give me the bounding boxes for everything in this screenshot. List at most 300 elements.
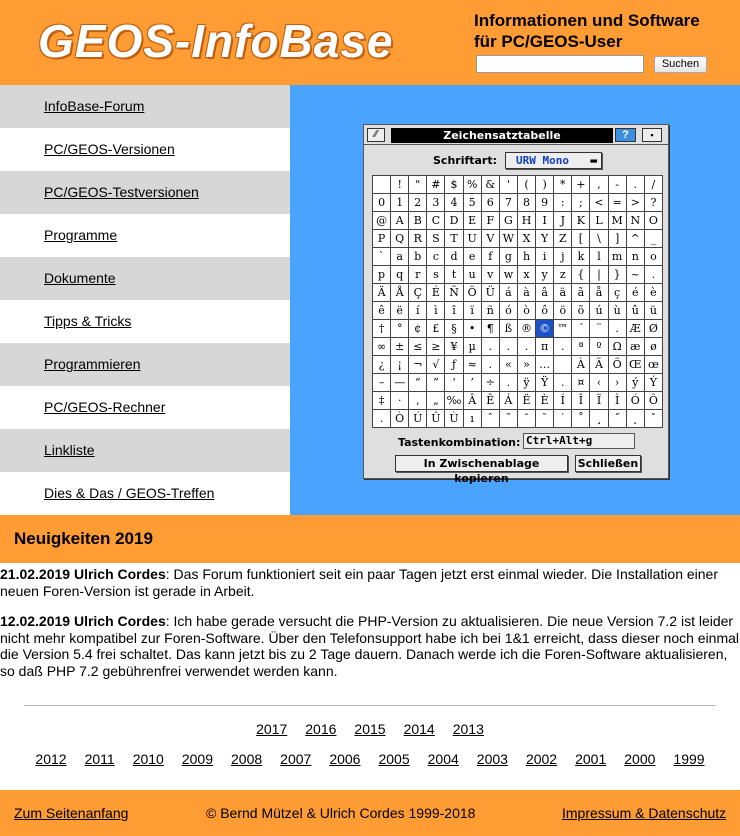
char-cell[interactable]: Ì	[608, 392, 626, 410]
char-cell[interactable]: Ü	[481, 284, 499, 302]
char-cell[interactable]: v	[481, 266, 499, 284]
char-cell[interactable]: ë	[391, 302, 409, 320]
char-cell[interactable]: [	[572, 230, 590, 248]
char-cell[interactable]: {	[572, 266, 590, 284]
char-cell[interactable]: È	[536, 392, 554, 410]
char-cell[interactable]: K	[572, 212, 590, 230]
char-cell[interactable]: X	[517, 230, 535, 248]
char-cell[interactable]: m	[608, 248, 626, 266]
year-link[interactable]: 2007	[280, 751, 312, 767]
char-cell[interactable]: ˜	[499, 410, 517, 428]
char-cell[interactable]: @	[373, 212, 391, 230]
char-cell[interactable]: •	[463, 320, 481, 338]
nav-item-programme[interactable]: Programme	[0, 214, 290, 257]
year-link[interactable]: 2014	[403, 721, 435, 737]
char-cell[interactable]: ï	[463, 302, 481, 320]
char-cell[interactable]: w	[499, 266, 517, 284]
char-cell[interactable]: ≥	[427, 338, 445, 356]
char-cell[interactable]: p	[373, 266, 391, 284]
grid-row	[373, 194, 663, 212]
nav-item-pcgeos-rechner[interactable]: PC/GEOS-Rechner	[0, 386, 290, 429]
char-cell[interactable]: &	[481, 176, 499, 194]
char-cell[interactable]: å	[590, 284, 608, 302]
char-cell[interactable]: A	[391, 212, 409, 230]
char-cell[interactable]: û	[626, 302, 644, 320]
char-cell[interactable]: y	[536, 266, 554, 284]
char-cell[interactable]: «	[499, 356, 517, 374]
char-cell[interactable]: |	[590, 266, 608, 284]
char-cell[interactable]: 4	[445, 194, 463, 212]
key-combination-label: Tastenkombination:	[398, 436, 521, 449]
char-cell[interactable]: ö	[554, 302, 572, 320]
char-cell[interactable]: 2	[409, 194, 427, 212]
site-logo[interactable]: GEOS-InfoBase	[38, 15, 394, 67]
year-link[interactable]: 2004	[427, 751, 459, 767]
char-cell[interactable]: (	[517, 176, 535, 194]
char-cell[interactable]: W	[499, 230, 517, 248]
char-cell[interactable]: ô	[536, 302, 554, 320]
char-cell[interactable]: π	[536, 338, 554, 356]
sidebar-nav	[0, 85, 290, 515]
char-cell[interactable]: *	[554, 176, 572, 194]
char-cell[interactable]: ˙	[554, 410, 572, 428]
char-cell[interactable]: §	[445, 320, 463, 338]
char-cell[interactable]: ±	[391, 338, 409, 356]
char-cell[interactable]: ¡	[391, 356, 409, 374]
char-cell[interactable]: Ï	[590, 392, 608, 410]
grid-row	[373, 230, 663, 248]
char-cell[interactable]: Æ	[626, 320, 644, 338]
char-cell[interactable]: î	[445, 302, 463, 320]
char-cell[interactable]: ä	[554, 284, 572, 302]
char-cell[interactable]: ~	[626, 266, 644, 284]
help-icon[interactable]: ?	[615, 128, 636, 142]
nav-item-infobase-forum[interactable]: InfoBase-Forum	[0, 85, 290, 128]
char-cell[interactable]: À	[572, 356, 590, 374]
char-cell[interactable]: ˝	[608, 410, 626, 428]
dialog-titlebar	[364, 125, 668, 145]
char-cell[interactable]	[373, 176, 391, 194]
char-cell[interactable]: <	[590, 194, 608, 212]
grid-row	[373, 410, 663, 428]
char-cell[interactable]: â	[536, 284, 554, 302]
char-cell[interactable]: ’	[463, 374, 481, 392]
char-cell[interactable]: Î	[572, 392, 590, 410]
char-cell[interactable]: ,	[590, 176, 608, 194]
char-cell[interactable]: G	[499, 212, 517, 230]
char-cell[interactable]: q	[391, 266, 409, 284]
char-cell[interactable]: Ø	[644, 320, 662, 338]
char-cell[interactable]: !	[391, 176, 409, 194]
char-cell[interactable]: ê	[373, 302, 391, 320]
char-cell[interactable]: ¸	[590, 410, 608, 428]
char-cell[interactable]: }	[608, 266, 626, 284]
char-cell[interactable]: .	[481, 338, 499, 356]
char-cell[interactable]: „	[427, 392, 445, 410]
char-cell[interactable]: ?	[644, 194, 662, 212]
char-cell[interactable]: ˇ	[644, 410, 662, 428]
char-cell[interactable]: ñ	[481, 302, 499, 320]
char-cell[interactable]: µ	[463, 338, 481, 356]
char-cell[interactable]: -	[608, 176, 626, 194]
char-cell[interactable]: ¿	[373, 356, 391, 374]
char-cell[interactable]: M	[608, 212, 626, 230]
char-cell[interactable]: ø	[644, 338, 662, 356]
news-header	[0, 515, 740, 563]
char-cell[interactable]: g	[499, 248, 517, 266]
char-cell[interactable]: ÷	[481, 374, 499, 392]
year-link[interactable]: 2000	[624, 751, 656, 767]
char-cell[interactable]: ƒ	[445, 356, 463, 374]
char-cell[interactable]: e	[463, 248, 481, 266]
char-cell[interactable]: =	[608, 194, 626, 212]
char-cell[interactable]: ¥	[445, 338, 463, 356]
char-cell[interactable]: Z	[554, 230, 572, 248]
char-cell[interactable]: .	[554, 374, 572, 392]
char-cell[interactable]: .	[608, 320, 626, 338]
char-cell[interactable]: ´	[572, 320, 590, 338]
nav-item-pcgeos-versionen[interactable]: PC/GEOS-Versionen	[0, 128, 290, 171]
char-cell[interactable]: æ	[626, 338, 644, 356]
news-item	[0, 566, 740, 599]
char-cell[interactable]: ç	[608, 284, 626, 302]
dropdown-icon: ▬	[590, 154, 597, 167]
char-cell[interactable]: .	[481, 356, 499, 374]
char-cell[interactable]: F	[481, 212, 499, 230]
char-cell[interactable]: …	[536, 356, 554, 374]
char-cell[interactable]: +	[572, 176, 590, 194]
char-cell[interactable]: Œ	[626, 356, 644, 374]
char-cell[interactable]: x	[517, 266, 535, 284]
year-archive-row2	[0, 751, 740, 767]
char-cell[interactable]: i	[536, 248, 554, 266]
char-cell[interactable]: 5	[463, 194, 481, 212]
font-select[interactable]	[505, 152, 602, 169]
grid-row	[373, 392, 663, 410]
year-link[interactable]: 2009	[181, 751, 213, 767]
char-cell[interactable]: ™	[554, 320, 572, 338]
char-cell[interactable]: h	[517, 248, 535, 266]
char-cell[interactable]: Q	[391, 230, 409, 248]
char-cell[interactable]: \	[590, 230, 608, 248]
char-cell[interactable]: ü	[644, 302, 662, 320]
char-cell[interactable]: ˆ	[481, 410, 499, 428]
char-cell[interactable]: r	[409, 266, 427, 284]
char-cell[interactable]: Í	[554, 392, 572, 410]
nav-item-linkliste[interactable]: Linkliste	[0, 429, 290, 472]
char-cell[interactable]: C	[427, 212, 445, 230]
news-item-head: 12.02.2019 Ulrich Cordes	[0, 613, 166, 629]
char-cell[interactable]: ß	[499, 320, 517, 338]
year-archive-row1	[0, 721, 740, 737]
char-cell[interactable]: ∞	[373, 338, 391, 356]
char-cell[interactable]: b	[409, 248, 427, 266]
divider	[24, 705, 716, 706]
char-cell[interactable]: %	[463, 176, 481, 194]
header	[0, 0, 740, 85]
char-cell[interactable]: 3	[427, 194, 445, 212]
char-cell[interactable]: ¯	[517, 410, 535, 428]
char-cell[interactable]: √	[427, 356, 445, 374]
char-cell[interactable]: Ô	[644, 392, 662, 410]
char-cell[interactable]: ¬	[409, 356, 427, 374]
grid-row	[373, 212, 663, 230]
char-cell[interactable]: .	[644, 266, 662, 284]
news-item-text: : Ich habe gerade versucht die PHP-Version zu aktualisieren. Die neue Version 7.2 ist leider nicht mehr kompatibel zur Foren-Software. Über den Telefonsupport habe ich bei 1&1 erreicht, dass dieser noch einmal die Version 5.4 frei schaltet. Das kann jetzt bis zu 2 Tage dauern. Danach werde ich die Foren-Software aktualisieren, so daß PHP 7.2 gebührenfrei verwendet werden kann.	[0, 613, 740, 679]
char-cell[interactable]: ^	[626, 230, 644, 248]
char-cell[interactable]: É	[427, 284, 445, 302]
char-cell[interactable]: é	[626, 284, 644, 302]
char-cell[interactable]: ‘	[445, 374, 463, 392]
tagline-line2: für PC/GEOS-User	[474, 32, 623, 51]
char-cell[interactable]: Ñ	[445, 284, 463, 302]
nav-item-programmieren[interactable]: Programmieren	[0, 343, 290, 386]
char-cell[interactable]: c	[427, 248, 445, 266]
char-cell[interactable]: 9	[536, 194, 554, 212]
char-cell[interactable]: '	[499, 176, 517, 194]
char-cell[interactable]: o	[644, 248, 662, 266]
grid-row	[373, 338, 663, 356]
char-cell[interactable]: Ó	[626, 392, 644, 410]
char-cell[interactable]: ó	[499, 302, 517, 320]
grid-row	[373, 176, 663, 194]
char-cell[interactable]: .	[499, 338, 517, 356]
char-cell[interactable]: ÿ	[517, 374, 535, 392]
char-cell[interactable]: .	[554, 338, 572, 356]
char-cell[interactable]: #	[427, 176, 445, 194]
char-cell[interactable]: t	[445, 266, 463, 284]
char-cell[interactable]: ¤	[572, 374, 590, 392]
char-cell[interactable]: Ý	[644, 374, 662, 392]
char-cell[interactable]: L	[590, 212, 608, 230]
dialog-title: Zeichensatztabelle	[391, 128, 613, 143]
char-cell[interactable]: £	[427, 320, 445, 338]
char-cell[interactable]: I	[536, 212, 554, 230]
char-cell[interactable]: ã	[572, 284, 590, 302]
char-cell[interactable]: 0	[373, 194, 391, 212]
char-cell[interactable]: á	[499, 284, 517, 302]
char-cell[interactable]: “	[409, 374, 427, 392]
char-cell[interactable]: ú	[590, 302, 608, 320]
news-item	[0, 613, 740, 679]
char-cell[interactable]: $	[445, 176, 463, 194]
char-cell[interactable]: S	[427, 230, 445, 248]
char-cell[interactable]: ‰	[445, 392, 463, 410]
year-link[interactable]: 2017	[256, 721, 288, 737]
char-cell[interactable]: º	[590, 338, 608, 356]
back-to-top-link[interactable]: Zum Seitenanfang	[14, 805, 129, 821]
char-cell[interactable]	[554, 356, 572, 374]
imprint-link[interactable]: Impressum & Datenschutz	[562, 805, 727, 821]
year-link[interactable]: 2006	[329, 751, 361, 767]
char-cell[interactable]: )	[536, 176, 554, 194]
char-cell[interactable]: a	[391, 248, 409, 266]
char-cell[interactable]: Ö	[463, 284, 481, 302]
nav-item-tipps-tricks[interactable]: Tipps & Tricks	[0, 300, 290, 343]
char-cell[interactable]: õ	[572, 302, 590, 320]
close-button[interactable]: Schließen	[575, 455, 641, 472]
char-cell[interactable]: n	[626, 248, 644, 266]
copyright-text: © Bernd Mützel & Ulrich Cordes 1999-2018	[206, 805, 476, 821]
year-link[interactable]: 2015	[354, 721, 386, 737]
charmap-dialog	[363, 124, 669, 485]
news-title: Neuigkeiten 2019	[14, 529, 153, 548]
char-cell[interactable]: –	[373, 374, 391, 392]
nav-item-dokumente[interactable]: Dokumente	[0, 257, 290, 300]
char-cell[interactable]: R	[409, 230, 427, 248]
char-cell[interactable]: Õ	[608, 356, 626, 374]
font-label: Schriftart:	[433, 154, 498, 167]
char-cell[interactable]: k	[572, 248, 590, 266]
char-cell[interactable]: 6	[481, 194, 499, 212]
copy-to-clipboard-button[interactable]: In Zwischenablage kopieren	[395, 455, 568, 472]
year-link[interactable]: 2002	[525, 751, 558, 767]
year-link[interactable]: 2016	[305, 721, 337, 737]
char-cell[interactable]: †	[373, 320, 391, 338]
char-cell[interactable]: í	[409, 302, 427, 320]
char-cell[interactable]: Ω	[608, 338, 626, 356]
search-button[interactable]: Suchen	[654, 56, 707, 73]
key-combination-field[interactable]: Ctrl+Alt+g	[523, 433, 635, 449]
char-cell[interactable]: ¶	[481, 320, 499, 338]
char-cell[interactable]: 8	[517, 194, 535, 212]
grid-row	[373, 302, 663, 320]
char-cell[interactable]: ]	[608, 230, 626, 248]
char-cell[interactable]: D	[445, 212, 463, 230]
char-cell[interactable]: è	[644, 284, 662, 302]
char-cell[interactable]: d	[445, 248, 463, 266]
char-cell[interactable]: Ù	[445, 410, 463, 428]
dialog-menu-icon[interactable]: ∕∕	[367, 128, 385, 142]
char-cell[interactable]: `	[373, 248, 391, 266]
year-link[interactable]: 2013	[452, 721, 484, 737]
char-cell[interactable]: /	[644, 176, 662, 194]
char-cell[interactable]: >	[626, 194, 644, 212]
char-cell[interactable]: z	[554, 266, 572, 284]
char-cell[interactable]: ‚	[409, 392, 427, 410]
char-cell[interactable]: ˛	[626, 410, 644, 428]
char-cell[interactable]: —	[391, 374, 409, 392]
char-cell[interactable]: J	[554, 212, 572, 230]
char-cell[interactable]: Ÿ	[536, 374, 554, 392]
char-cell[interactable]: ;	[572, 194, 590, 212]
char-cell[interactable]: Ë	[517, 392, 535, 410]
char-cell[interactable]: .	[517, 338, 535, 356]
char-cell[interactable]: œ	[644, 356, 662, 374]
char-cell[interactable]: O	[644, 212, 662, 230]
char-cell[interactable]: ≈	[463, 356, 481, 374]
year-link[interactable]: 2011	[84, 751, 115, 767]
year-link[interactable]: 2001	[575, 751, 607, 767]
char-cell[interactable]: .	[499, 374, 517, 392]
char-cell[interactable]: ©	[536, 320, 554, 338]
char-cell[interactable]: V	[481, 230, 499, 248]
minimize-icon[interactable]: ▪	[642, 128, 662, 142]
char-cell[interactable]: .	[373, 410, 391, 428]
char-cell[interactable]: u	[463, 266, 481, 284]
char-cell[interactable]: ”	[427, 374, 445, 392]
year-link[interactable]: 1999	[673, 751, 705, 767]
char-cell[interactable]: Ò	[391, 410, 409, 428]
char-cell[interactable]: Ç	[409, 284, 427, 302]
char-cell[interactable]: ı	[463, 410, 481, 428]
char-cell[interactable]: .	[626, 176, 644, 194]
char-cell[interactable]: ≤	[409, 338, 427, 356]
char-cell[interactable]: Y	[536, 230, 554, 248]
char-cell[interactable]: j	[554, 248, 572, 266]
char-cell[interactable]: ù	[608, 302, 626, 320]
search-input[interactable]	[476, 55, 644, 73]
char-cell[interactable]: "	[409, 176, 427, 194]
char-cell[interactable]: ‹	[590, 374, 608, 392]
char-cell[interactable]: 7	[499, 194, 517, 212]
char-cell[interactable]: Á	[499, 392, 517, 410]
char-cell[interactable]: T	[445, 230, 463, 248]
grid-row	[373, 356, 663, 374]
nav-item-dies-das[interactable]: Dies & Das / GEOS-Treffen	[0, 472, 290, 515]
char-cell[interactable]: :	[554, 194, 572, 212]
char-cell[interactable]: ˚	[572, 410, 590, 428]
char-cell[interactable]: ‡	[373, 392, 391, 410]
char-cell[interactable]: Ê	[481, 392, 499, 410]
nav-item-pcgeos-testversionen[interactable]: PC/GEOS-Testversionen	[0, 171, 290, 214]
year-link[interactable]: 2008	[231, 751, 263, 767]
grid-row	[373, 284, 663, 302]
char-cell[interactable]: ì	[427, 302, 445, 320]
char-cell[interactable]: ˘	[536, 410, 554, 428]
char-cell[interactable]: s	[427, 266, 445, 284]
grid-row	[373, 266, 663, 284]
char-cell[interactable]: ›	[608, 374, 626, 392]
char-cell[interactable]: ®	[517, 320, 535, 338]
char-cell[interactable]: 1	[391, 194, 409, 212]
char-cell[interactable]: °	[391, 320, 409, 338]
char-cell[interactable]: ª	[572, 338, 590, 356]
tagline-line1: Informationen und Software	[474, 11, 700, 30]
char-cell[interactable]: E	[463, 212, 481, 230]
char-cell[interactable]: Ã	[590, 356, 608, 374]
year-link[interactable]: 2010	[132, 751, 164, 767]
char-cell[interactable]: ò	[517, 302, 535, 320]
char-cell[interactable]: ¨	[590, 320, 608, 338]
char-cell[interactable]: Â	[463, 392, 481, 410]
year-link[interactable]: 2012	[35, 751, 67, 767]
char-cell[interactable]: l	[590, 248, 608, 266]
char-cell[interactable]: B	[409, 212, 427, 230]
char-cell[interactable]: P	[373, 230, 391, 248]
grid-row	[373, 374, 663, 392]
char-cell[interactable]: _	[644, 230, 662, 248]
char-cell[interactable]: H	[517, 212, 535, 230]
footer	[0, 790, 740, 836]
char-cell[interactable]: ¢	[409, 320, 427, 338]
year-link[interactable]: 2005	[378, 751, 410, 767]
char-cell[interactable]: U	[463, 230, 481, 248]
grid-row	[373, 320, 663, 338]
char-cell[interactable]: ·	[391, 392, 409, 410]
char-cell[interactable]: ý	[626, 374, 644, 392]
char-cell[interactable]: Û	[427, 410, 445, 428]
year-link[interactable]: 2003	[476, 751, 508, 767]
char-cell[interactable]: Ú	[409, 410, 427, 428]
char-cell[interactable]: f	[481, 248, 499, 266]
char-cell[interactable]: Å	[391, 284, 409, 302]
font-select-value: URW Mono	[516, 154, 569, 167]
char-cell[interactable]: »	[517, 356, 535, 374]
char-cell[interactable]: N	[626, 212, 644, 230]
char-cell[interactable]: à	[517, 284, 535, 302]
char-cell[interactable]: Ä	[373, 284, 391, 302]
